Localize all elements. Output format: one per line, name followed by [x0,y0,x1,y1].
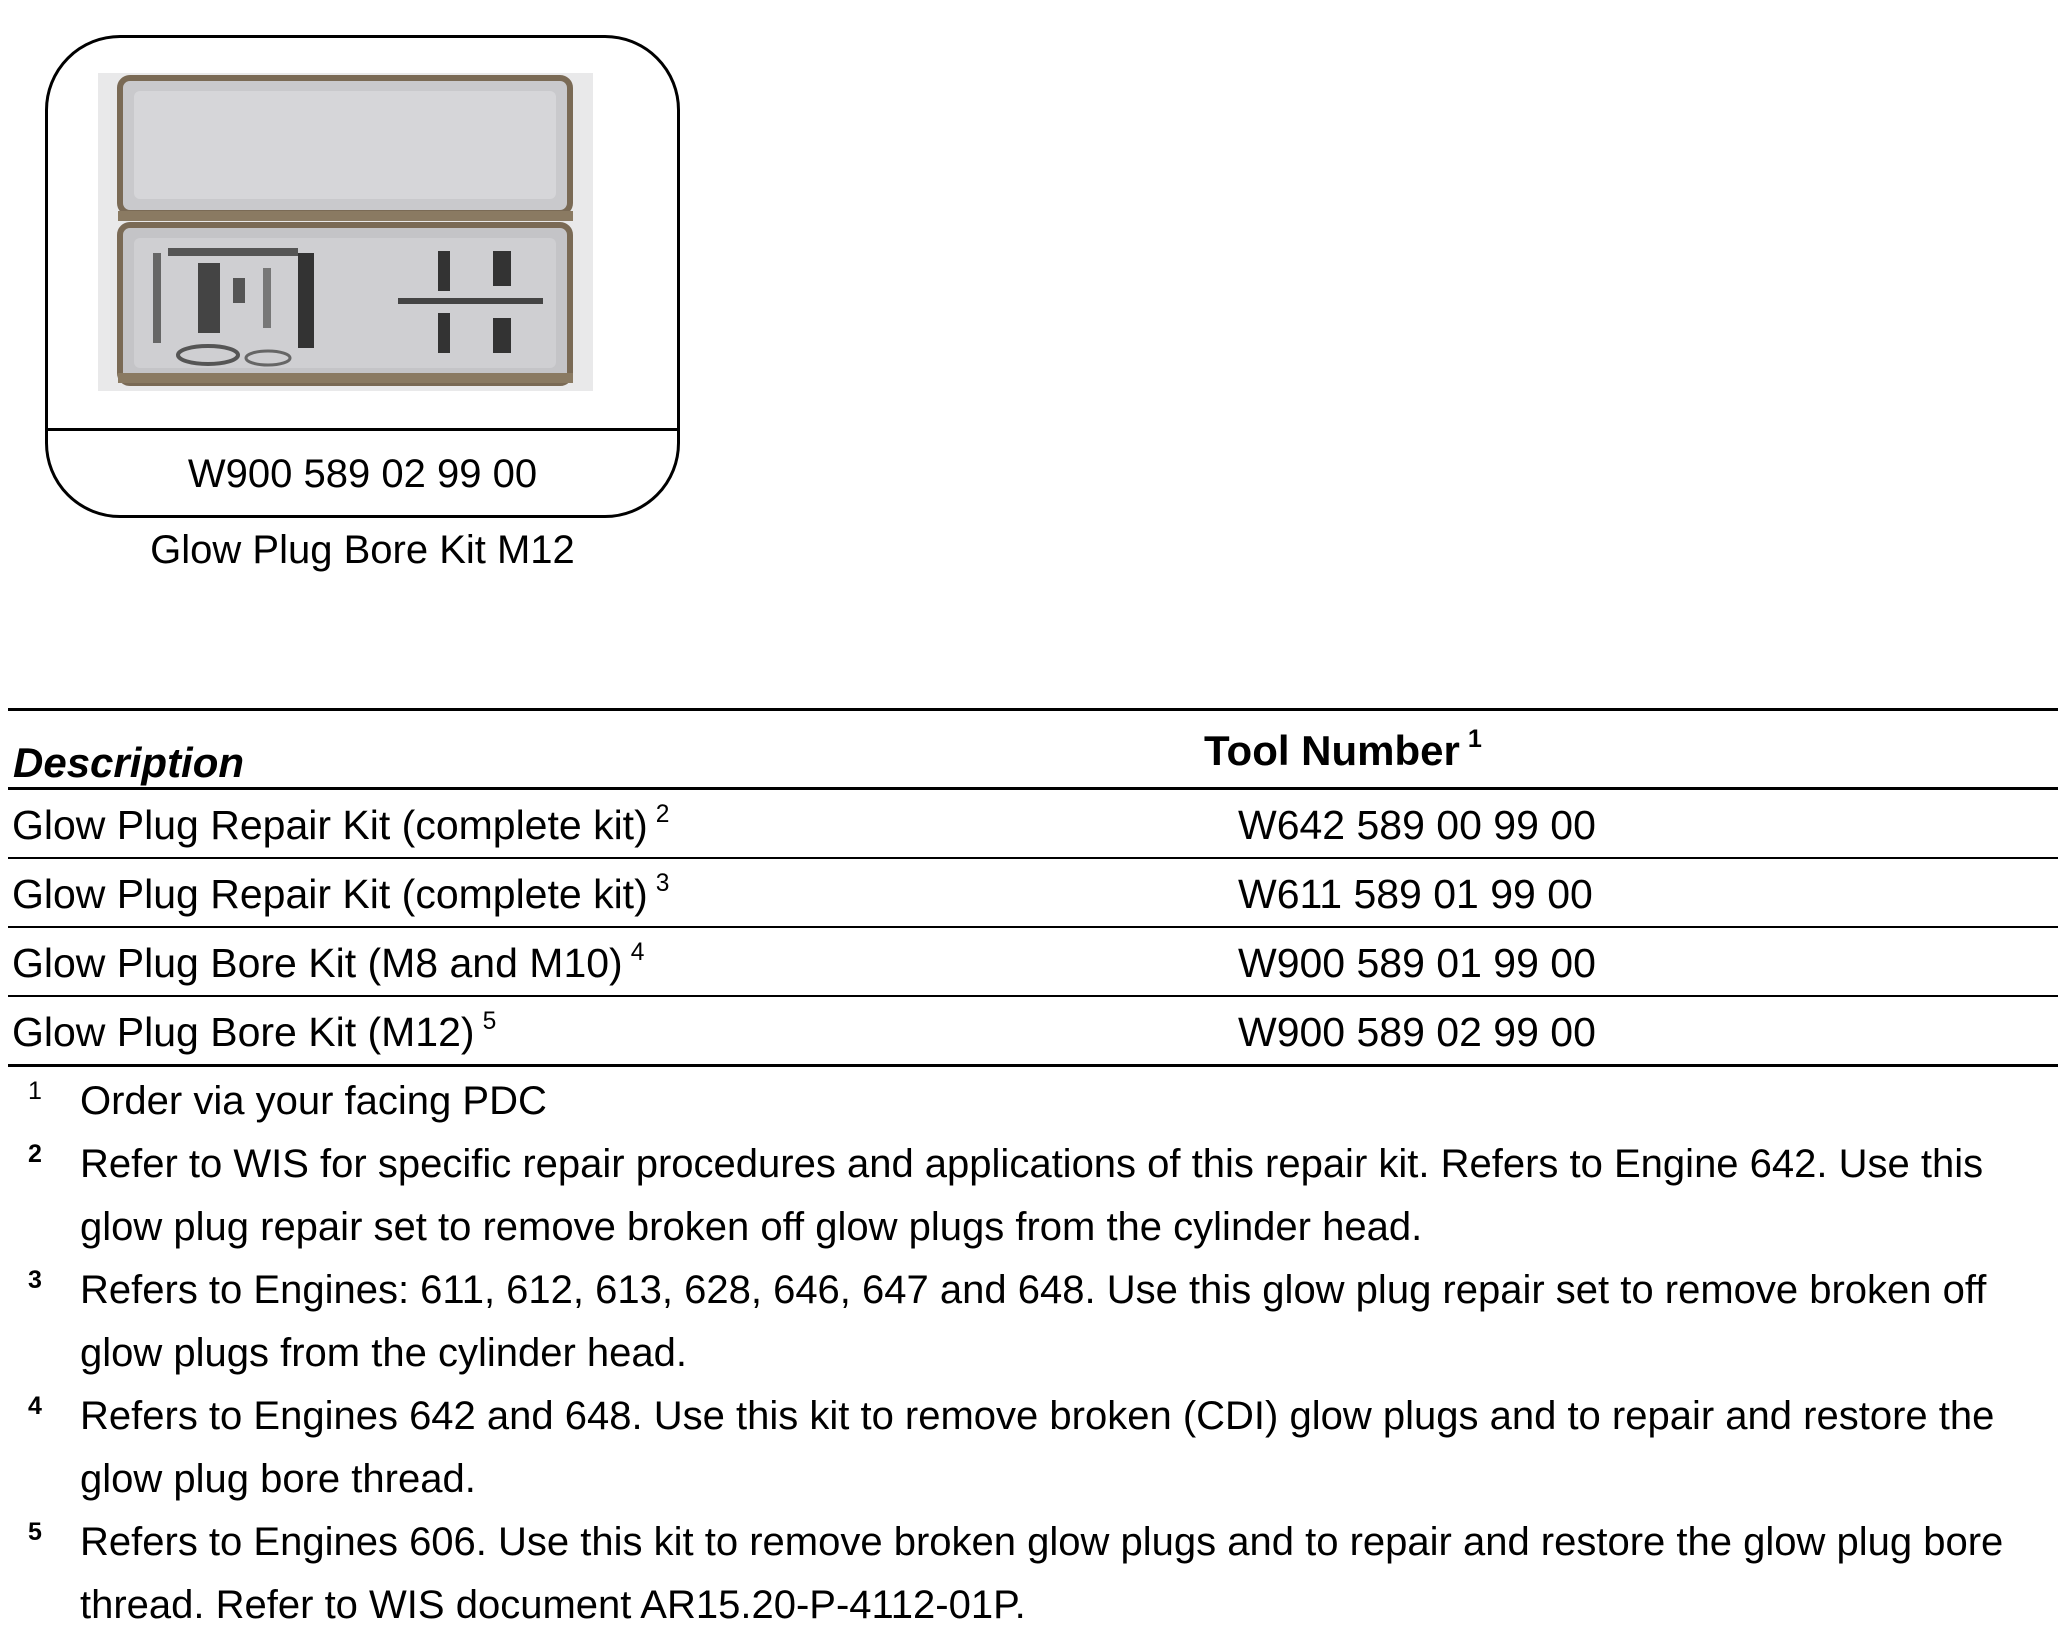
row-description-text: Glow Plug Bore Kit (M8 and M10) [12,940,623,986]
header-tool-number [1204,727,1482,775]
footnote-text: Order via your facing PDC [80,1079,547,1123]
footnote-mark: 2 [28,1140,42,1168]
footnote [28,1070,2038,1133]
row-description [12,940,644,987]
row-description [12,1009,496,1056]
footnote-text: Refers to Engines 606. Use this kit to remove broken glow plugs and to repair and restore the glow plug bore thread. Refer to WIS document AR15.20-P-4112-01P. [80,1520,2004,1627]
row-footnote-ref: 5 [482,1007,497,1035]
footnote-mark: 1 [28,1077,42,1105]
row-description-text: Glow Plug Bore Kit (M12) [12,1009,475,1055]
footnote [28,1259,2038,1385]
header-tool-number-label: Tool Number [1204,727,1460,774]
footnote-mark: 3 [28,1266,42,1294]
footnote [28,1511,2038,1637]
footnote-mark: 5 [28,1518,42,1546]
footnote [28,1385,2038,1511]
footnote-text: Refers to Engines: 611, 612, 613, 628, 646, 647 and 648. Use this glow plug repair set to remove broken off glow plugs from the cylinder head. [80,1268,1987,1375]
footnote-text: Refer to WIS for specific repair procedures and applications of this repair kit. Refers to Engine 642. Use this glow plug repair set to remove broken off glow plugs from the cylinder head. [80,1142,1984,1249]
footnote-text: Refers to Engines 642 and 648. Use this kit to remove broken (CDI) glow plugs and to repair and restore the glow plug bore thread. [80,1394,1995,1501]
row-description [12,871,669,918]
row-footnote-ref: 2 [655,800,670,828]
header-description: Description [13,739,245,786]
row-tool-number: W642 589 00 99 00 [1238,802,1596,848]
tool-kit-photo [48,38,677,428]
table-bottom-rule [8,1064,2058,1067]
row-description-text: Glow Plug Repair Kit (complete kit) [12,802,648,848]
row-description-text: Glow Plug Repair Kit (complete kit) [12,871,648,917]
table-row [8,928,2058,995]
row-tool-number: W900 589 01 99 00 [1238,940,1596,986]
footnote-mark: 4 [28,1392,42,1420]
table-header-row [8,711,2058,787]
table-row [8,997,2058,1064]
tools-table [8,708,2058,1067]
table-row [8,790,2058,857]
kit-part-number: W900 589 02 99 00 [187,452,538,496]
kit-caption: Glow Plug Bore Kit M12 [150,528,575,572]
row-tool-number: W611 589 01 99 00 [1238,871,1593,917]
row-footnote-ref: 4 [630,938,645,966]
footnotes [28,1070,2038,1637]
header-footnote-ref: 1 [1467,725,1482,754]
row-footnote-ref: 3 [655,869,670,897]
footnote [28,1133,2038,1259]
row-description [12,802,669,849]
tool-case-image [98,73,593,391]
row-tool-number: W900 589 02 99 00 [1238,1009,1596,1055]
table-row [8,859,2058,926]
tool-card [45,35,680,518]
